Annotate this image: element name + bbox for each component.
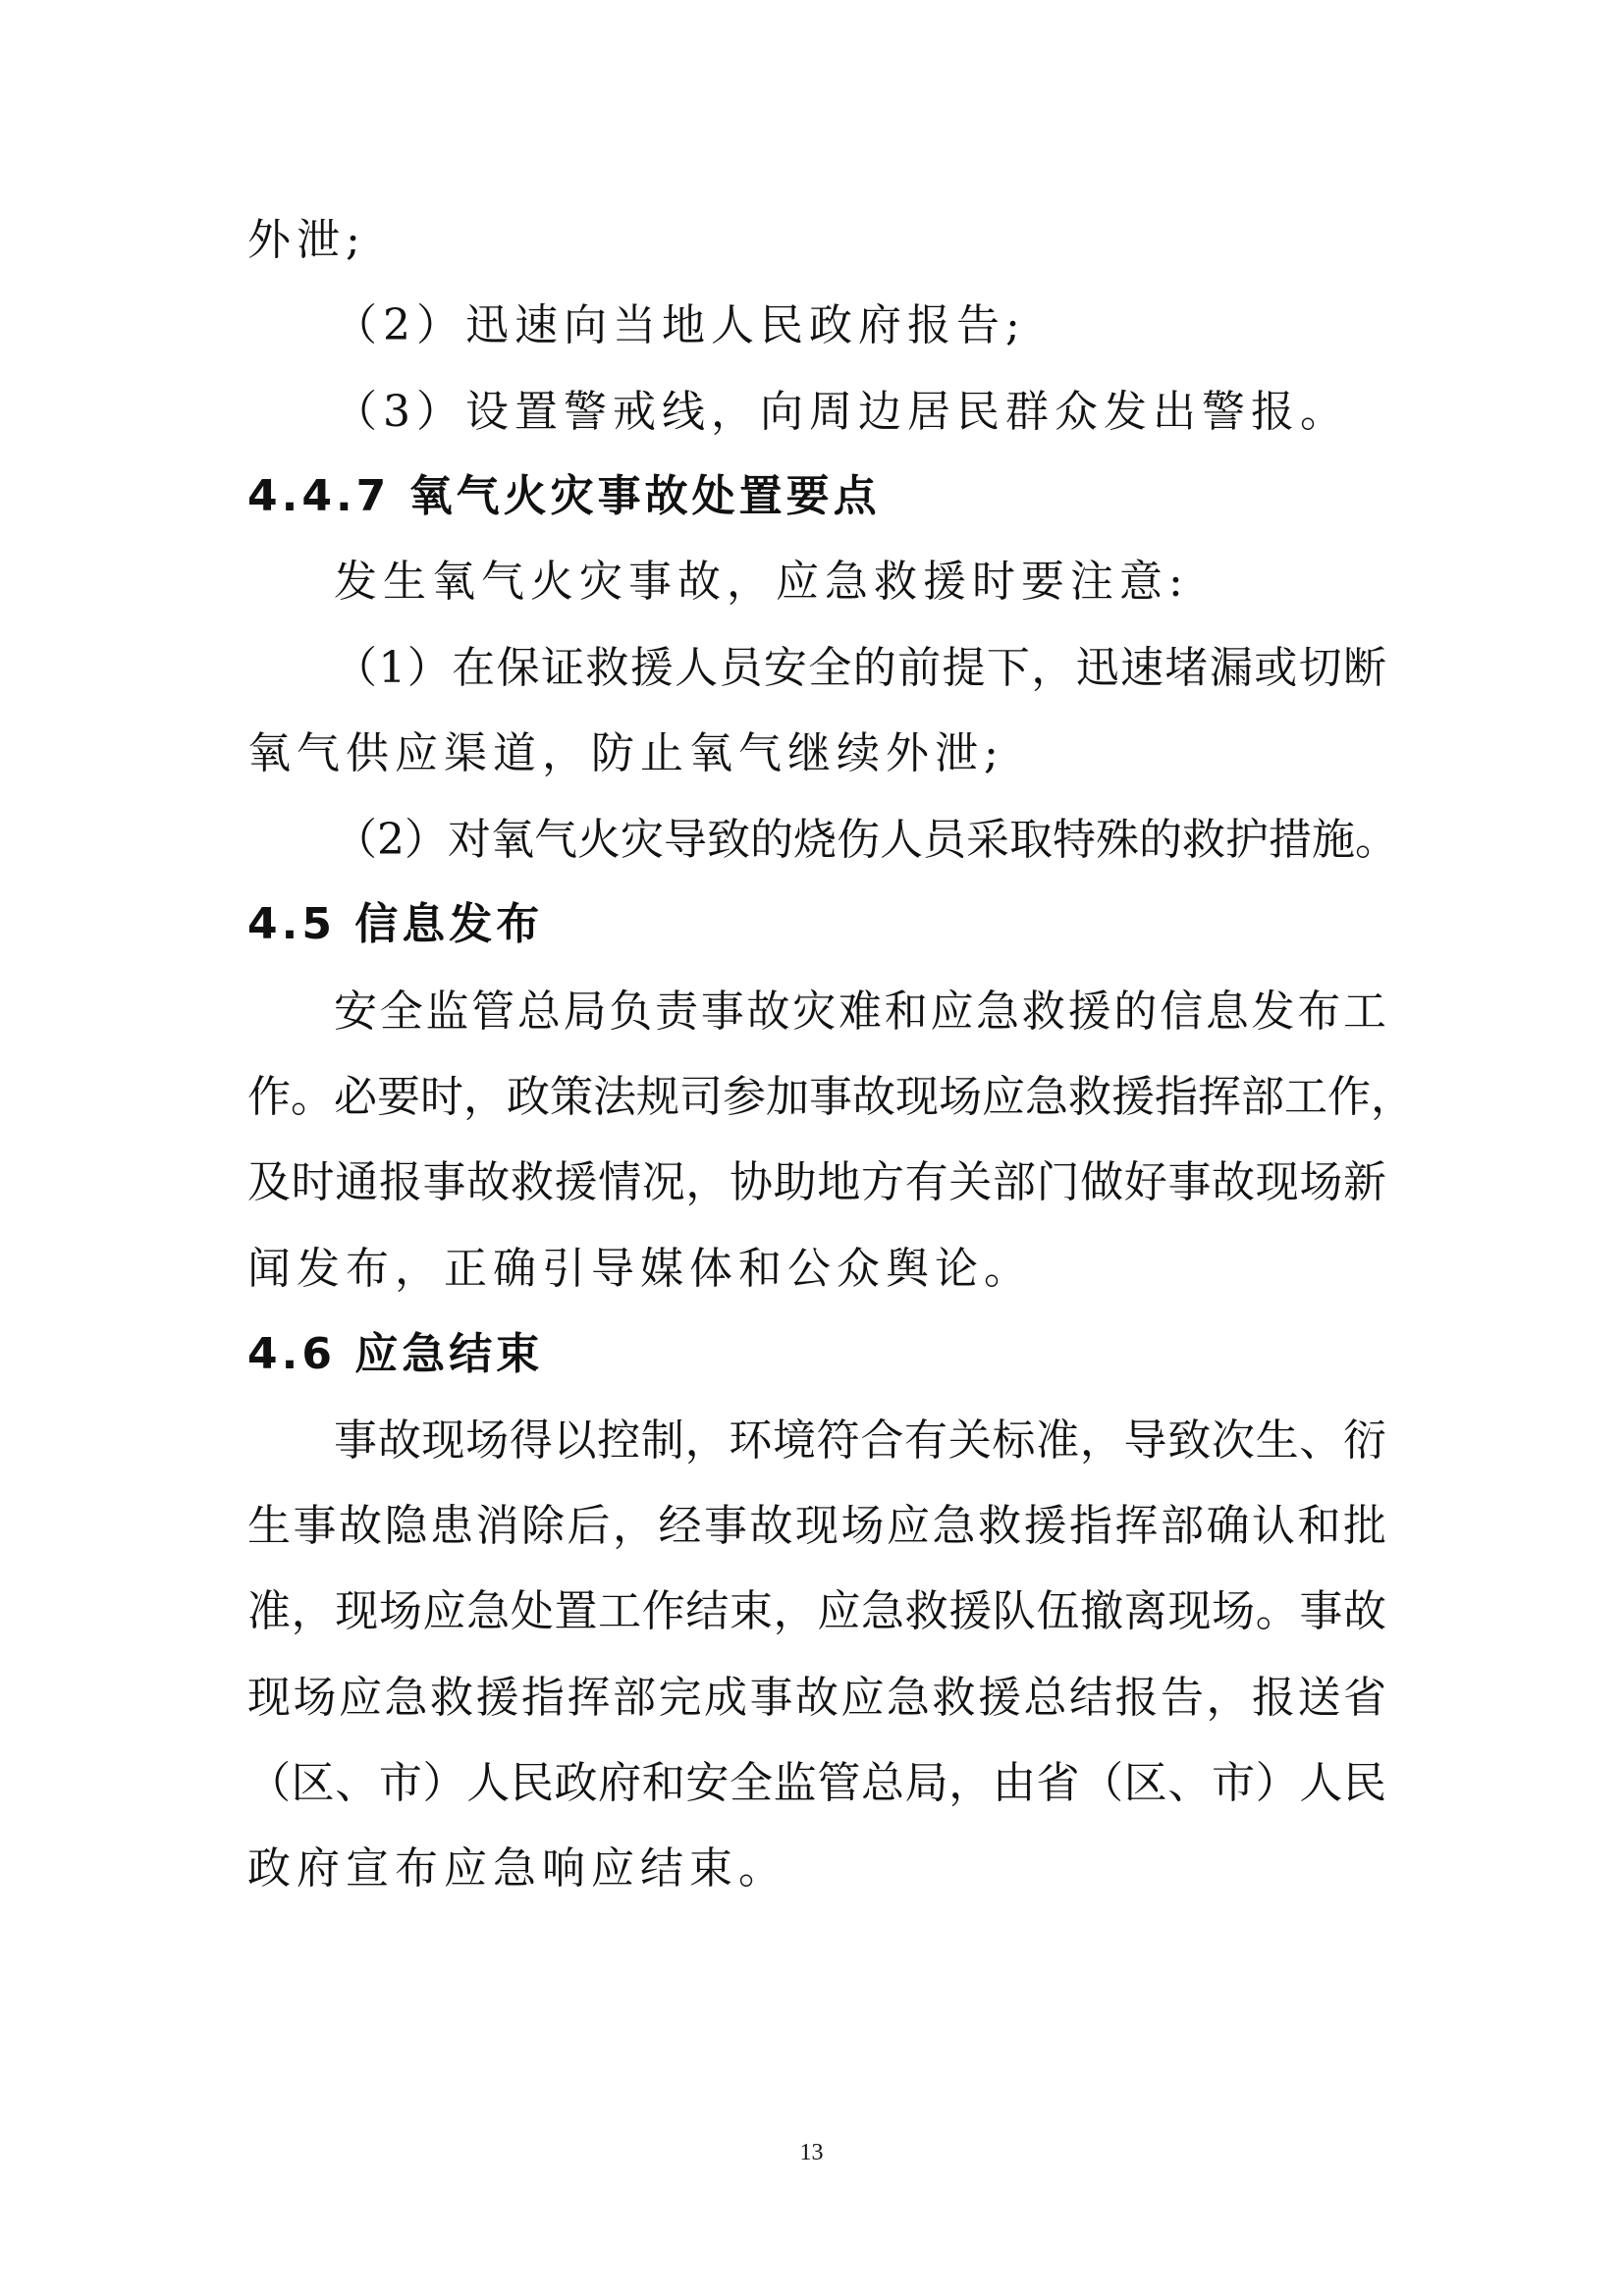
list-item: （2）对氧气火灾导致的烧伤人员采取特殊的救护措施。 (334, 815, 1398, 865)
list-item: （1）在保证救援人员安全的前提下，迅速堵漏或切断 (334, 643, 1386, 693)
paragraph-line: 现场应急救援指挥部完成事故应急救援总结报告，报送省 (247, 1673, 1386, 1723)
paragraph-line: 政府宣布应急响应结束。 (247, 1843, 787, 1894)
paragraph-line: 氧气供应渠道，防止氧气继续外泄; (247, 728, 1004, 778)
paragraph-line: 生事故隐患消除后，经事故现场应急救援指挥部确认和批 (247, 1501, 1386, 1551)
paragraph-line: 准，现场应急处置工作结束，应急救援队伍撤离现场。事故 (247, 1586, 1386, 1636)
list-item: （2）迅速向当地人民政府报告; (334, 300, 1026, 350)
section-heading: 4.5 信息发布 (247, 899, 544, 949)
paragraph-line: 及时通报事故救援情况，协助地方有关部门做好事故现场新 (247, 1157, 1386, 1207)
paragraph-line: 闻发布，正确引导媒体和公众舆论。 (247, 1244, 1033, 1294)
paragraph-line: （区、市）人民政府和安全监管总局，由省（区、市）人民 (247, 1758, 1386, 1808)
section-heading: 4.6 应急结束 (247, 1329, 544, 1379)
section-heading: 4.4.7 氧气火灾事故处置要点 (247, 471, 881, 521)
list-item: （3）设置警戒线，向周边居民群众发出警报。 (334, 387, 1349, 437)
paragraph-line: 作。必要时，政策法规司参加事故现场应急救援指挥部工作， (247, 1072, 1414, 1122)
paragraph-line: 安全监管总局负责事故灾难和应急救援的信息发布工 (334, 987, 1386, 1037)
paragraph-line: 事故现场得以控制，环境符合有关标准，导致次生、衍 (334, 1415, 1386, 1466)
page-number: 13 (799, 2140, 824, 2165)
paragraph-line: 外泄; (247, 215, 366, 265)
paragraph-line: 发生氧气火灾事故，应急救援时要注意: (334, 557, 1189, 607)
